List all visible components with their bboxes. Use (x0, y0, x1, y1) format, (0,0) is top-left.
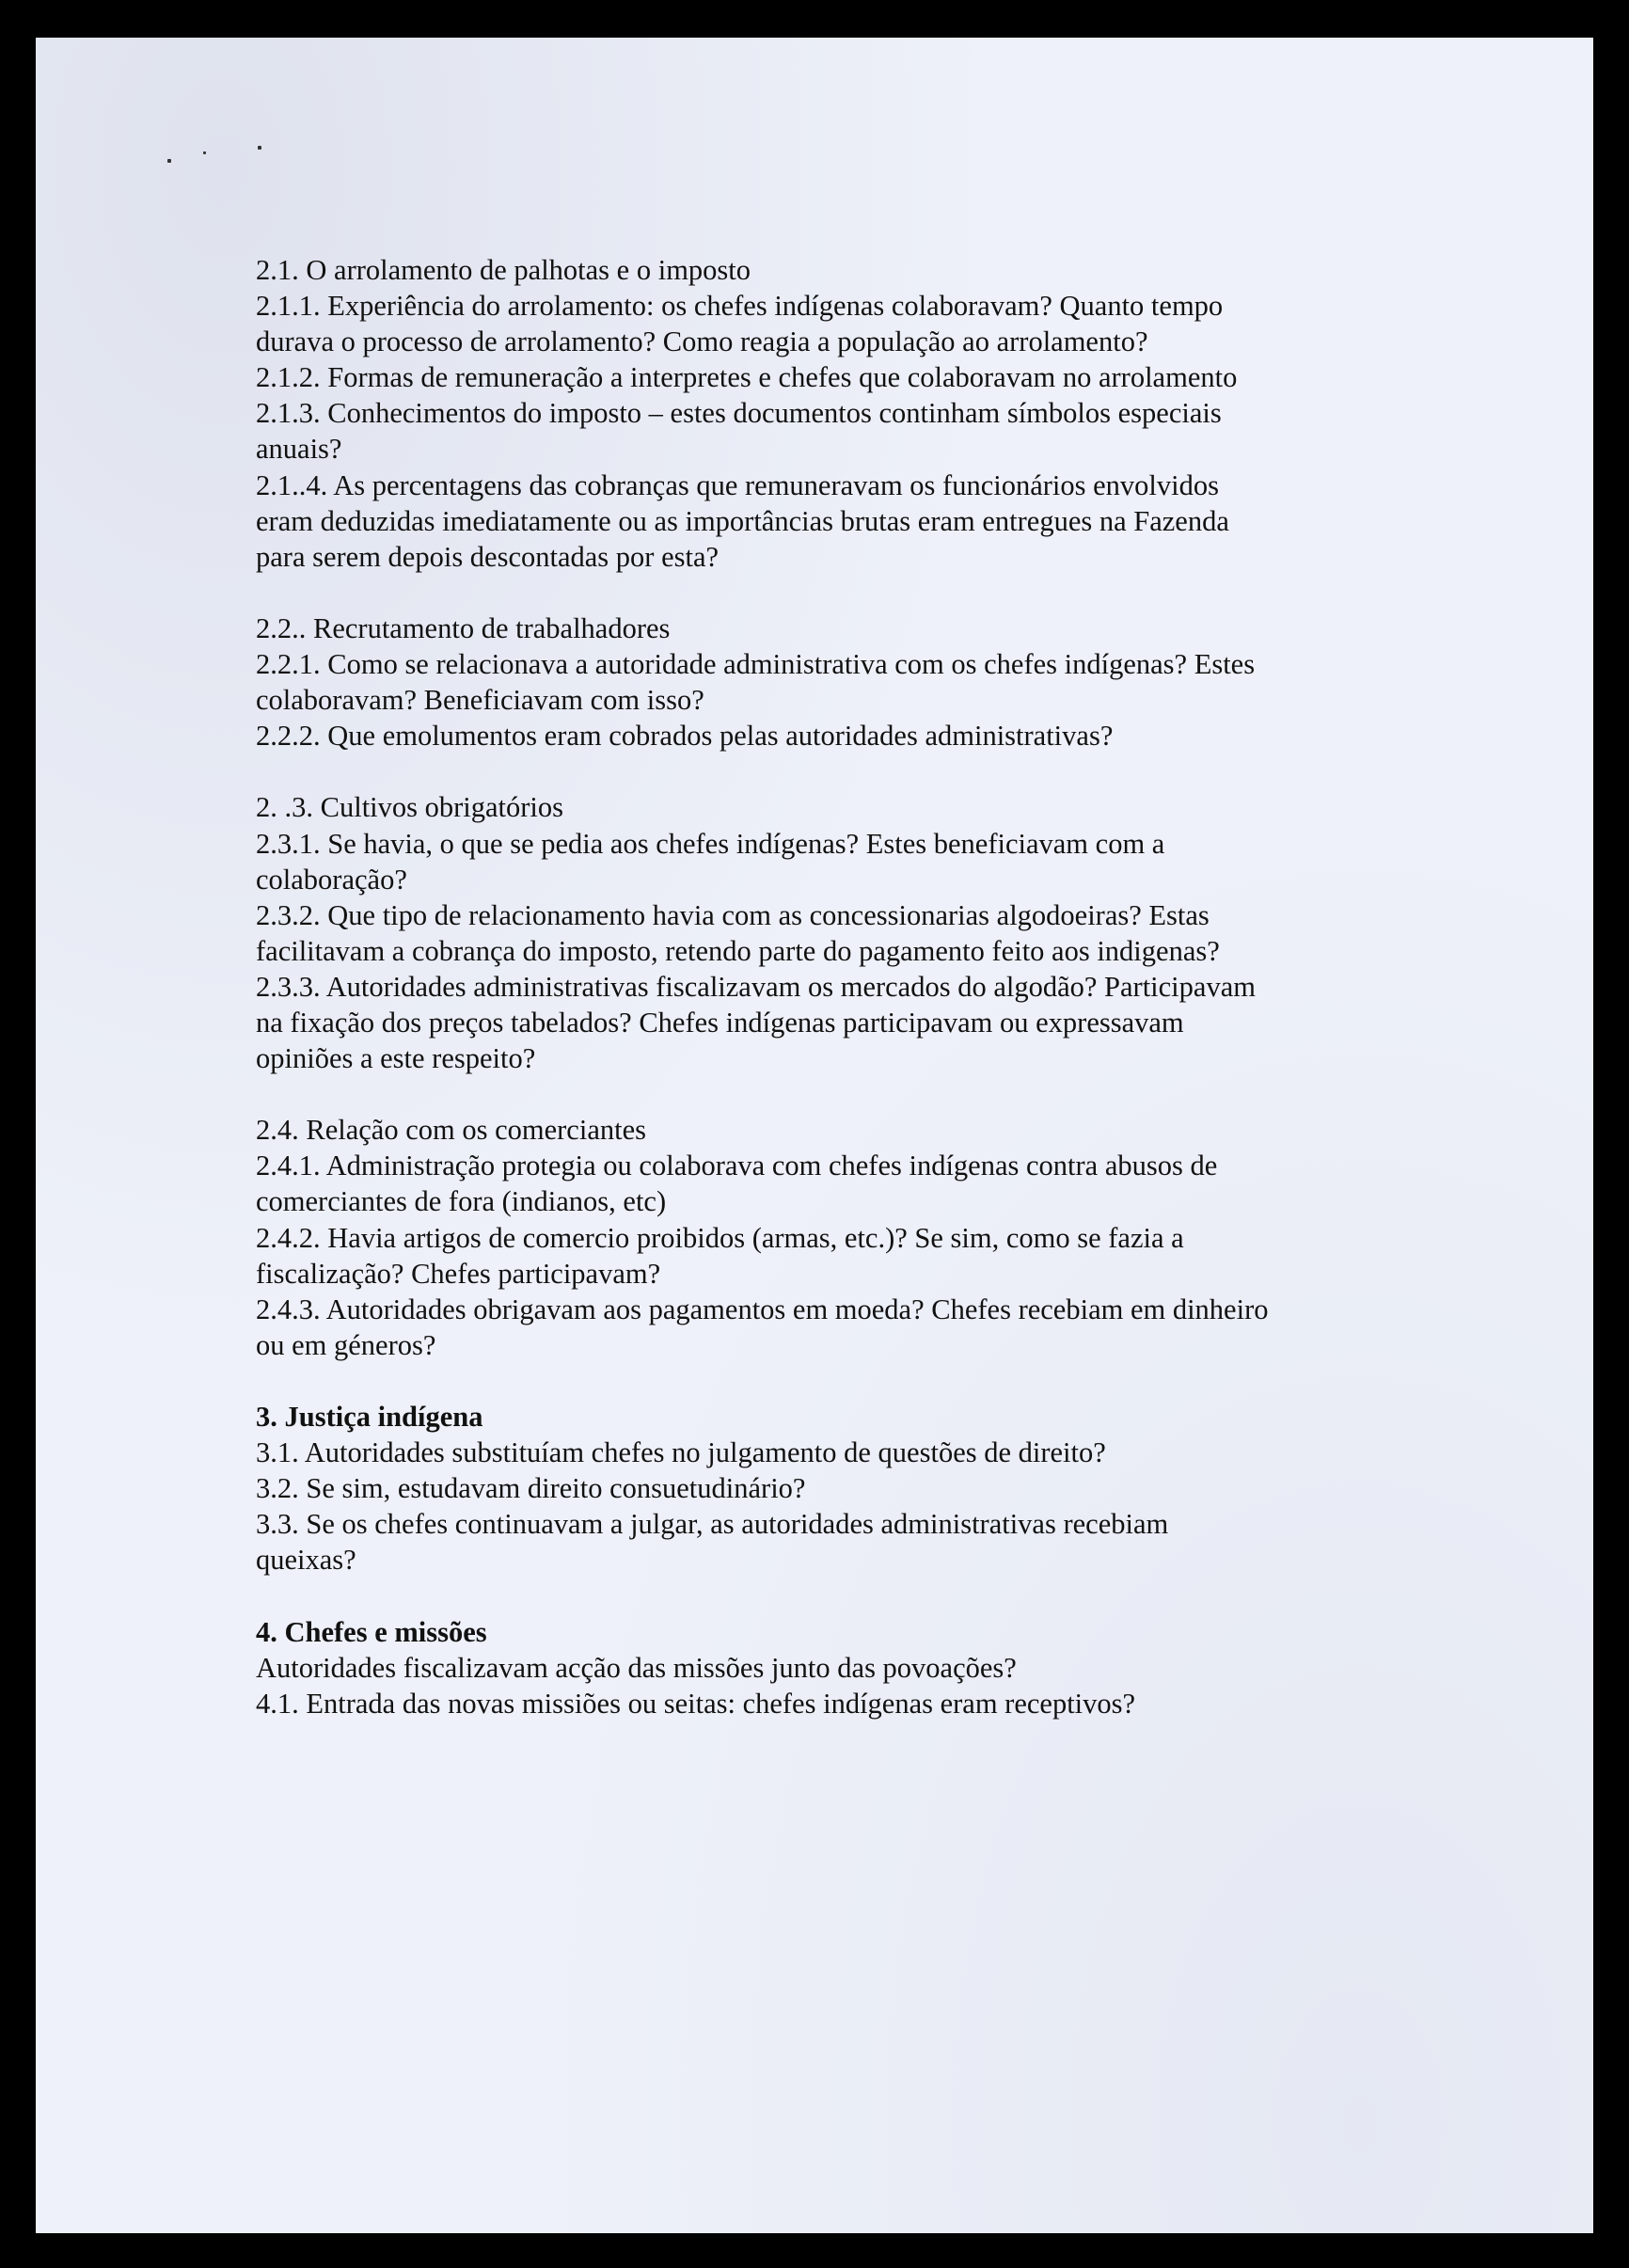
scan-specks (167, 146, 280, 174)
text-line: 2.3.2. Que tipo de relacionamento havia com as concessionarias algodoeiras? Estas (256, 898, 1210, 931)
text-line: comerciantes de fora (indianos, etc) (256, 1185, 667, 1218)
speck (203, 151, 206, 154)
text-line: facilitavam a cobrança do imposto, retendo parte do pagamento feito aos indigenas? (256, 934, 1220, 967)
section-2-4 (256, 1112, 1384, 1363)
section-3 (256, 1399, 1384, 1578)
text-line: colaboração? (256, 863, 407, 896)
text-line: 2.1..4. As percentagens das cobranças que remuneravam os funcionários envolvidos (256, 468, 1219, 501)
paragraph-gap (256, 1076, 1384, 1112)
paragraph-gap (256, 575, 1384, 611)
text-line: opiniões a este respeito? (256, 1042, 536, 1075)
section-2-1 (256, 252, 1384, 575)
text-line: na fixação dos preços tabelados? Chefes indígenas participavam ou expressavam (256, 1006, 1184, 1039)
paragraph-gap (256, 1363, 1384, 1399)
paragraph-gap (256, 753, 1384, 789)
text-line: 2.3.1. Se havia, o que se pedia aos chefes indígenas? Estes beneficiavam com a (256, 827, 1165, 860)
text-line: anuais? (256, 433, 342, 466)
section-heading: 2. .3. Cultivos obrigatórios (256, 791, 564, 824)
section-heading-bold: 3. Justiça indígena (256, 1401, 483, 1433)
section-heading: 2.1. O arrolamento de palhotas e o imposto (256, 254, 751, 286)
text-line: Autoridades fiscalizavam acção das missões junto das povoações? (256, 1651, 1017, 1684)
document-body (256, 252, 1384, 1721)
text-line: 2.1.1. Experiência do arrolamento: os chefes indígenas colaboravam? Quanto tempo (256, 290, 1224, 323)
section-4 (256, 1614, 1384, 1721)
text-line: queixas? (256, 1544, 356, 1577)
speck (258, 146, 261, 150)
text-line: para serem depois descontadas por esta? (256, 540, 720, 573)
text-line: 2.2.1. Como se relacionava a autoridade administrativa com os chefes indígenas? Estes (256, 648, 1256, 681)
speck (167, 159, 171, 163)
text-line: ou em géneros? (256, 1328, 436, 1361)
text-line: colaboravam? Beneficiavam com isso? (256, 684, 704, 717)
text-line: 3.1. Autoridades substituíam chefes no julgamento de questões de direito? (256, 1436, 1106, 1469)
text-line: fiscalização? Chefes participavam? (256, 1257, 661, 1290)
text-line: durava o processo de arrolamento? Como reagia a população ao arrolamento? (256, 325, 1148, 358)
text-line: 2.3.3. Autoridades administrativas fiscalizavam os mercados do algodão? Participavam (256, 970, 1256, 1003)
text-line: 2.4.1. Administração protegia ou colaborava com chefes indígenas contra abusos de (256, 1150, 1218, 1182)
paragraph-gap (256, 1578, 1384, 1613)
text-line: eram deduzidas imediatamente ou as importâncias brutas eram entregues na Fazenda (256, 504, 1229, 537)
section-heading: 2.4. Relação com os comerciantes (256, 1114, 646, 1147)
text-line: 2.1.3. Conhecimentos do imposto – estes documentos continham símbolos especiais (256, 397, 1222, 430)
text-line: 4.1. Entrada das novas missiões ou seitas: chefes indígenas eram receptivos? (256, 1687, 1136, 1720)
text-line: 3.3. Se os chefes continuavam a julgar, as autoridades administrativas recebiam (256, 1508, 1169, 1541)
section-heading-bold: 4. Chefes e missões (256, 1615, 487, 1648)
text-line: 2.4.2. Havia artigos de comercio proibidos (armas, etc.)? Se sim, como se fazia a (256, 1221, 1184, 1254)
section-2-2 (256, 611, 1384, 753)
text-line: 3.2. Se sim, estudavam direito consuetudinário? (256, 1472, 806, 1505)
text-line: 2.1.2. Formas de remuneração a interpretes e chefes que colaboravam no arrolamento (256, 361, 1238, 394)
text-line: 2.4.3. Autoridades obrigavam aos pagamentos em moeda? Chefes recebiam em dinheiro (256, 1293, 1269, 1325)
text-line: 2.2.2. Que emolumentos eram cobrados pelas autoridades administrativas? (256, 720, 1114, 753)
section-2-3 (256, 789, 1384, 1076)
section-heading: 2.2.. Recrutamento de trabalhadores (256, 611, 671, 644)
